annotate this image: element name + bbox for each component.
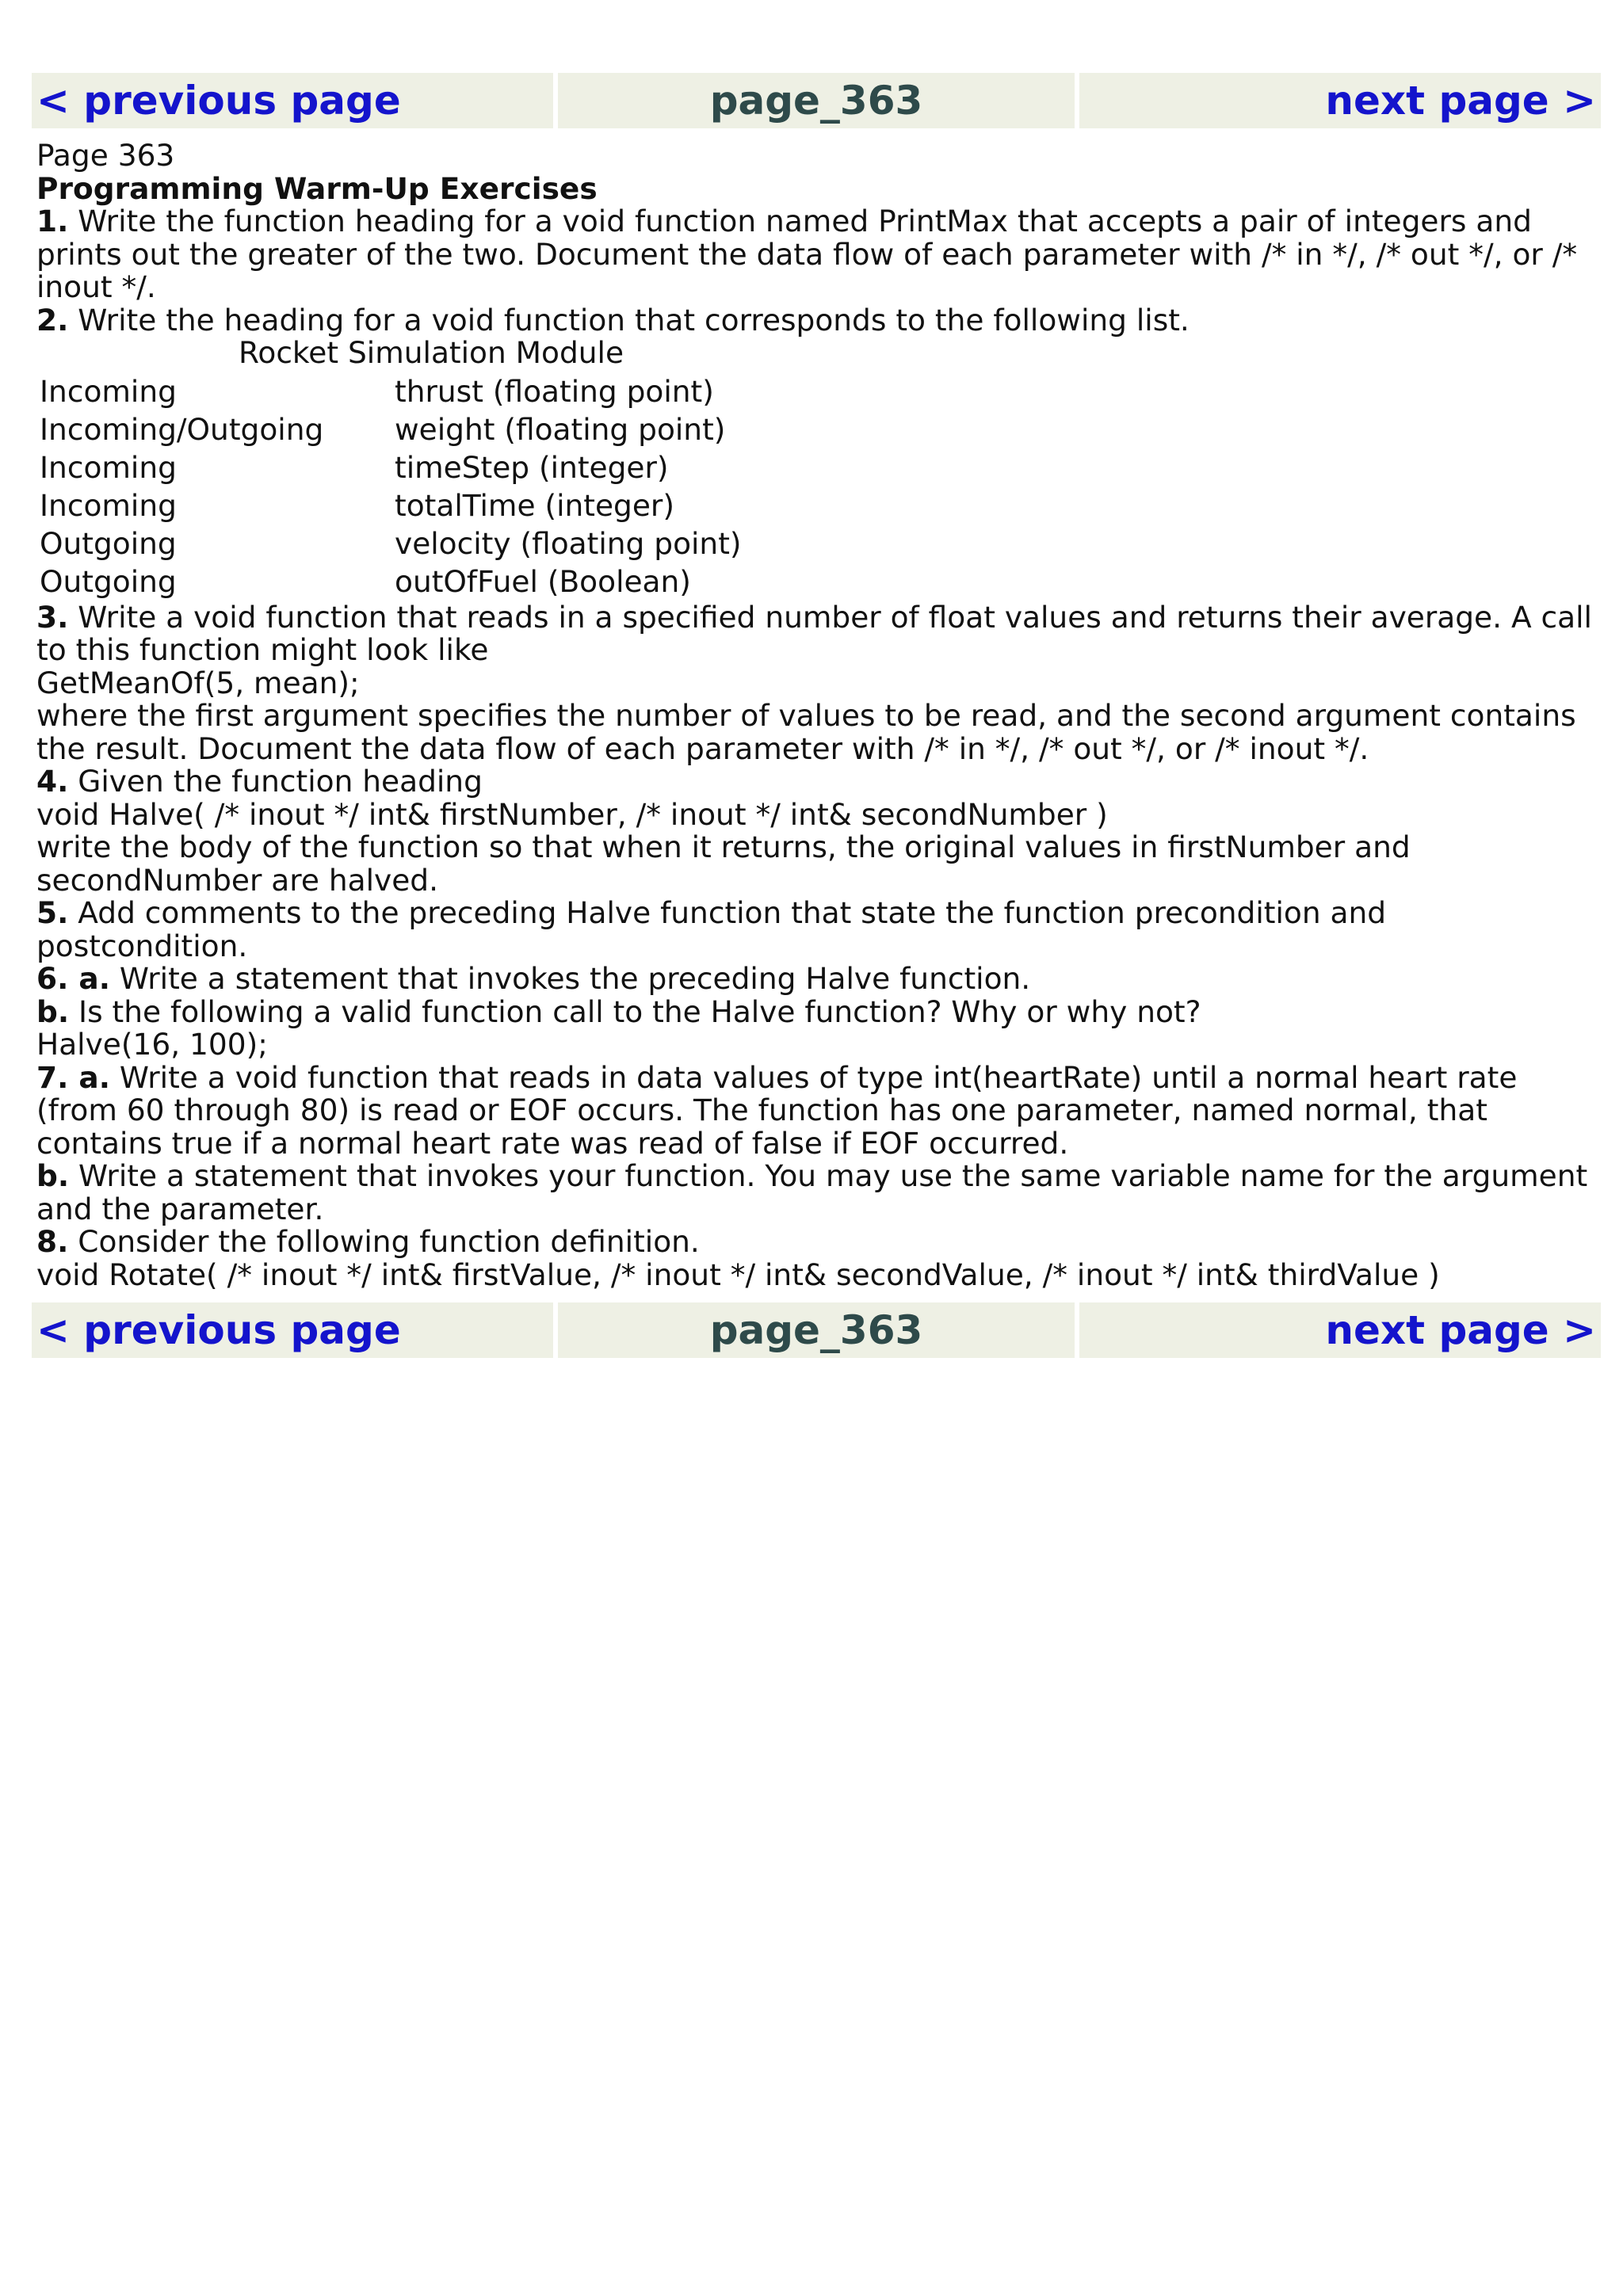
bottom-navigation-bar xyxy=(32,1302,1601,1358)
table-row xyxy=(36,411,745,449)
section-title: Programming Warm-Up Exercises xyxy=(36,170,598,206)
param-name: outOfFuel (Boolean) xyxy=(395,563,691,599)
exercise-7b-text: Write a statement that invokes your function. You may use the same variable name for the argument and the parameter. xyxy=(36,1158,1588,1226)
table-row xyxy=(36,563,745,601)
exercise-6a-number: 6. a. xyxy=(36,961,110,996)
top-navigation-bar xyxy=(32,73,1601,128)
page-content xyxy=(32,128,1601,1296)
exercise-6b-number: b. xyxy=(36,994,70,1029)
exercise-8 xyxy=(36,1226,1596,1259)
exercise-3-code: GetMeanOf(5, mean); xyxy=(36,665,360,700)
exercise-7a-number: 7. a. xyxy=(36,1059,110,1095)
exercise-7b xyxy=(36,1160,1596,1226)
exercise-1-text: Write the function heading for a void function named PrintMax that accepts a pair of integers and prints out the greater of the two. Document the data flow of each parameter with /* in */, /* out */, or /* inout */. xyxy=(36,204,1578,304)
exercise-4-code: void Halve( /* inout */ int& firstNumber, /* inout */ int& secondNumber ) xyxy=(36,796,1108,832)
exercise-4-text: Given the function heading xyxy=(78,764,483,799)
exercise-8-text: Consider the following function definition. xyxy=(78,1224,700,1259)
next-page-link[interactable]: next page > xyxy=(1325,78,1596,124)
exercise-3-number: 3. xyxy=(36,599,69,635)
bottom-nav-page-cell xyxy=(558,1302,1075,1358)
exercise-6a xyxy=(36,963,1596,996)
exercise-1 xyxy=(36,205,1596,304)
page-number: Page 363 xyxy=(36,138,175,173)
top-nav-previous-cell xyxy=(32,73,553,128)
param-name: thrust (floating point) xyxy=(395,373,714,409)
top-nav-page-cell xyxy=(558,73,1075,128)
exercise-5 xyxy=(36,897,1596,963)
param-name: totalTime (integer) xyxy=(395,487,674,523)
exercise-3 xyxy=(36,601,1596,667)
exercise-2-text: Write the heading for a void function that corresponds to the following list. xyxy=(78,302,1190,338)
exercise-2-number: 2. xyxy=(36,302,69,338)
previous-page-link[interactable]: < previous page xyxy=(36,1307,401,1353)
param-name: timeStep (integer) xyxy=(395,449,669,485)
exercise-7a-text: Write a void function that reads in data values of type int(heartRate) until a normal heart rate (from 60 through 80) is read or EOF occurs. The function has one parameter, named normal, that contains true if a normal heart rate was read of false if EOF occurred. xyxy=(36,1059,1518,1161)
param-direction: Outgoing xyxy=(40,525,177,561)
page-id-label: page_363 xyxy=(709,78,923,124)
exercise-5-number: 5. xyxy=(36,895,69,930)
table-row xyxy=(36,373,745,411)
exercise-4-number: 4. xyxy=(36,764,69,799)
page-id-label: page_363 xyxy=(709,1307,923,1353)
exercise-4 xyxy=(36,765,1596,799)
top-nav-next-cell xyxy=(1079,73,1601,128)
table-row xyxy=(36,449,745,487)
exercise-1-number: 1. xyxy=(36,204,69,238)
exercise-6-code: Halve(16, 100); xyxy=(36,1027,268,1062)
exercise-7a xyxy=(36,1059,1596,1161)
exercise-8-code: void Rotate( /* inout */ int& firstValue, /* inout */ int& secondValue, /* inout */ int& thirdValue ) xyxy=(36,1257,1440,1292)
exercise-8-number: 8. xyxy=(36,1224,69,1259)
previous-page-link[interactable]: < previous page xyxy=(36,78,401,124)
exercise-7b-number: b. xyxy=(36,1158,70,1193)
table-row xyxy=(36,525,745,563)
next-page-link[interactable]: next page > xyxy=(1325,1307,1596,1353)
param-name: weight (floating point) xyxy=(395,411,726,447)
param-direction: Incoming xyxy=(40,373,177,409)
exercise-6a-text: Write a statement that invokes the preceding Halve function. xyxy=(119,961,1031,996)
exercise-5-text: Add comments to the preceding Halve function that state the function precondition and postcondition. xyxy=(36,895,1387,963)
param-name: velocity (floating point) xyxy=(395,525,742,561)
exercise-6b xyxy=(36,996,1596,1029)
param-direction: Incoming xyxy=(40,449,177,485)
bottom-nav-previous-cell xyxy=(32,1302,553,1358)
exercise-2 xyxy=(36,304,1596,338)
bottom-nav-next-cell xyxy=(1079,1302,1601,1358)
module-title: Rocket Simulation Module xyxy=(239,335,624,370)
exercise-6b-text: Is the following a valid function call to the Halve function? Why or why not? xyxy=(78,994,1201,1029)
param-direction: Incoming xyxy=(40,487,177,523)
parameter-table xyxy=(36,373,745,601)
param-direction: Outgoing xyxy=(40,563,177,599)
table-row xyxy=(36,487,745,525)
exercise-3-text: Write a void function that reads in a specified number of float values and returns their average. A call to this function might look like xyxy=(36,599,1592,667)
exercise-4-text-continued: write the body of the function so that when it returns, the original values in firstNumber and secondNumber are halved. xyxy=(36,830,1411,898)
page-container xyxy=(32,73,1601,1358)
exercise-3-text-continued: where the first argument specifies the number of values to be read, and the second argument contains the result. Document the data flow of each parameter with /* in */, /* out */, or /* inout */. xyxy=(36,698,1576,766)
param-direction: Incoming/Outgoing xyxy=(40,411,324,447)
